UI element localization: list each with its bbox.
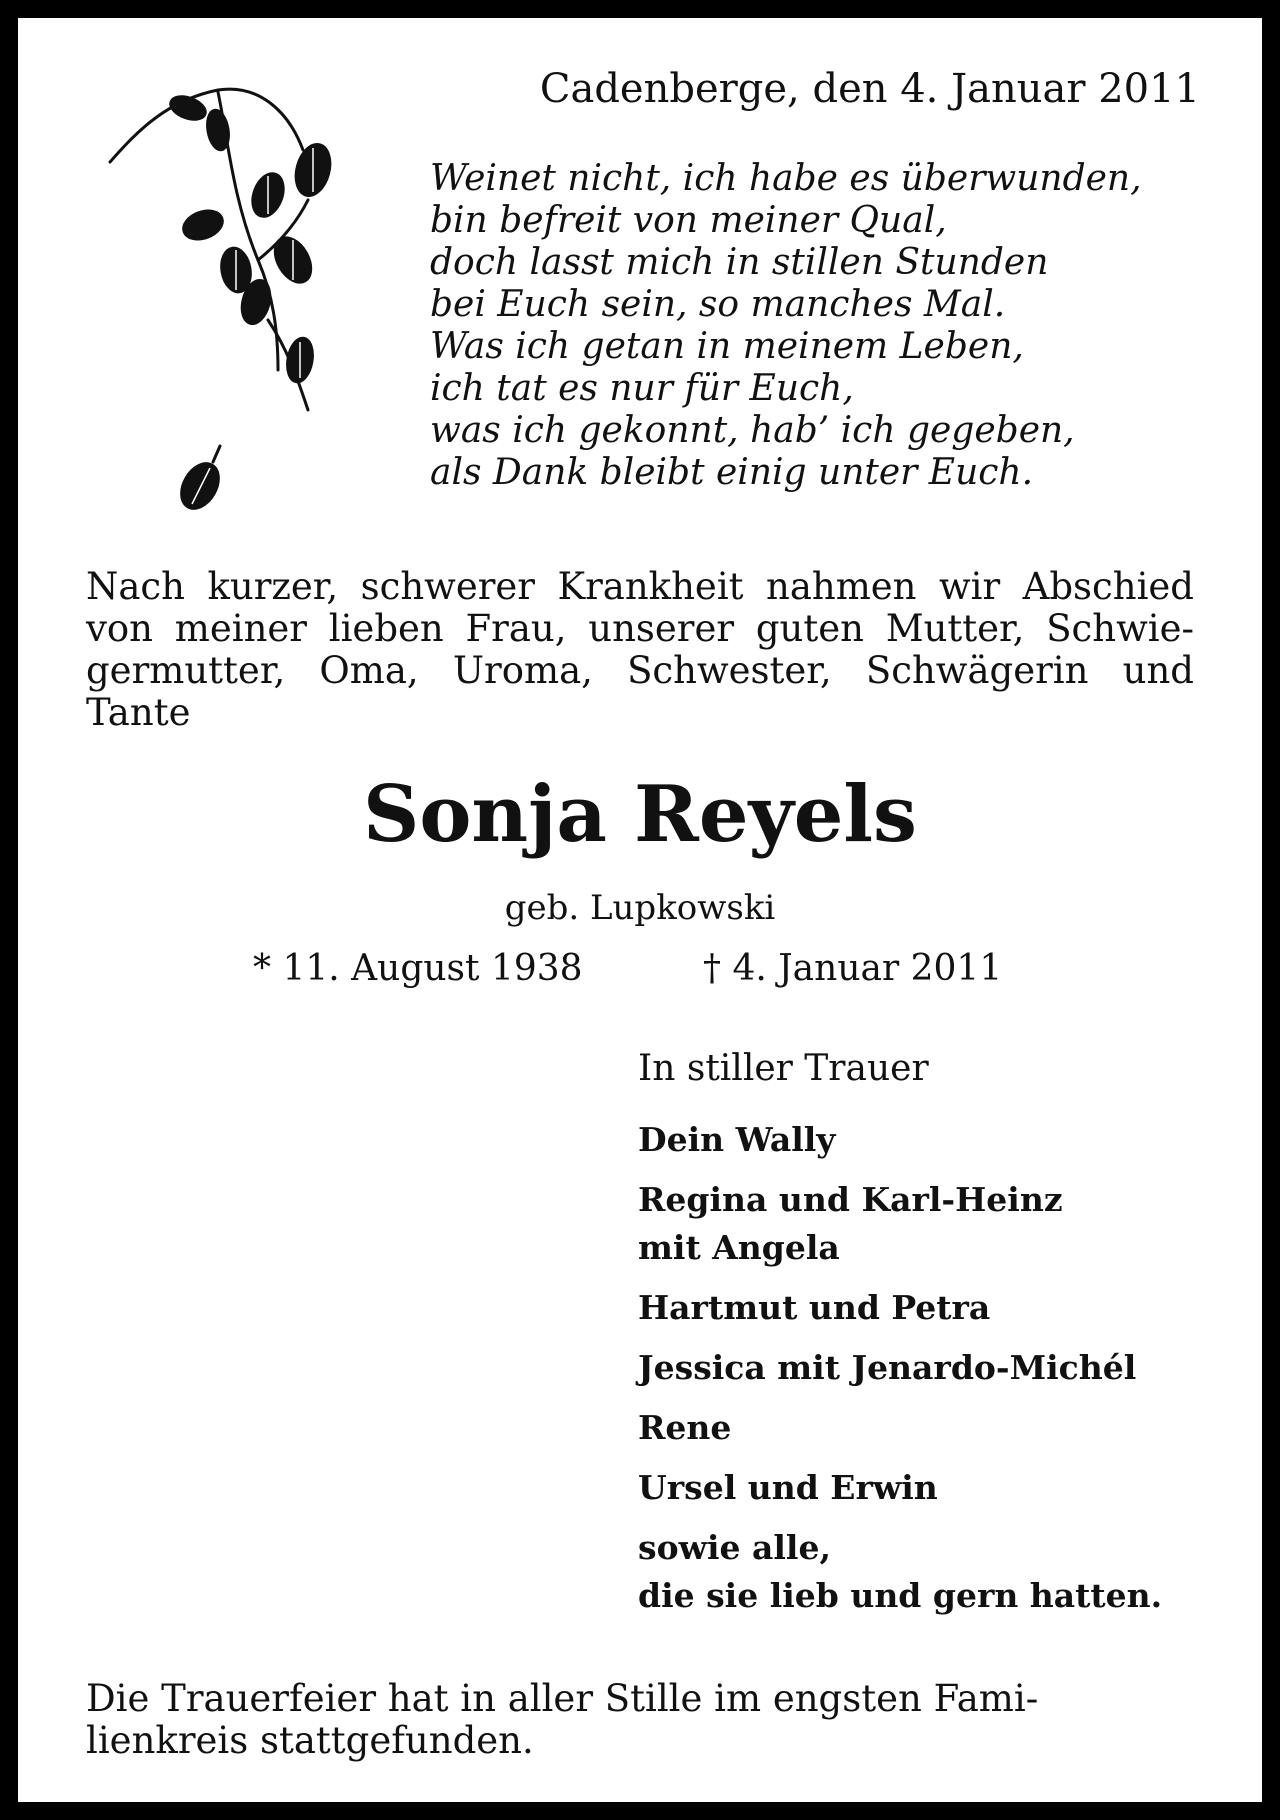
mourner-entry <box>638 1344 1162 1392</box>
mourner-line: Hartmut und Petra <box>638 1288 991 1327</box>
poem-line: ich tat es nur für Euch, <box>430 368 854 409</box>
mourners-list <box>638 1116 1162 1632</box>
footer-line: Die Trauerfeier hat in aller Stille im engsten Fami- <box>86 1677 1039 1720</box>
mourner-line: die sie lieb und gern hatten. <box>638 1576 1163 1615</box>
mourner-entry <box>638 1116 1162 1164</box>
mourner-line: Regina und Karl-Heinz <box>638 1180 1063 1219</box>
intro-line: Nach kurzer, schwerer Krankheit nahmen wir Abschied <box>86 565 1194 608</box>
deceased-name: Sonja Reyels <box>363 769 917 860</box>
mourner-entry <box>638 1524 1162 1620</box>
poem-line: Was ich getan in meinem Leben, <box>430 326 1024 367</box>
mourner-entry <box>638 1176 1162 1272</box>
intro-text <box>86 566 1194 734</box>
poem-line: als Dank bleibt einig unter Euch. <box>430 452 1034 493</box>
footer-text <box>86 1678 1038 1762</box>
maiden-name: geb. Lupkowski <box>504 888 776 928</box>
mourner-entry <box>638 1284 1162 1332</box>
intro-line: von meiner lieben Frau, unserer guten Mutter, Schwie- <box>86 607 1194 650</box>
obituary-notice <box>18 18 1262 1802</box>
mourner-line: Dein Wally <box>638 1120 836 1159</box>
poem-line: doch lasst mich in stillen Stunden <box>430 242 1049 283</box>
footer-line: lienkreis stattgefunden. <box>86 1719 534 1762</box>
mourner-line: mit Angela <box>638 1228 840 1267</box>
mourner-line: sowie alle, <box>638 1528 831 1567</box>
mourner-line: Rene <box>638 1408 732 1447</box>
intro-line: Tante <box>86 691 191 734</box>
mourning-heading: In stiller Trauer <box>638 1048 929 1089</box>
birth-date: * 11. August 1938 <box>253 948 583 989</box>
mourner-line: Ursel und Erwin <box>638 1468 938 1507</box>
mourner-entry <box>638 1464 1162 1512</box>
dateline: Cadenberge, den 4. Januar 2011 <box>539 66 1200 112</box>
poem-line: bei Euch sein, so manches Mal. <box>430 284 1006 325</box>
poem-line: was ich gekonnt, hab’ ich gegeben, <box>430 410 1075 451</box>
death-date: † 4. Januar 2011 <box>703 948 1003 989</box>
falling-leaf-icon <box>168 438 238 528</box>
mourner-entry <box>638 1404 1162 1452</box>
poem <box>430 158 1142 494</box>
poem-line: Weinet nicht, ich habe es überwunden, <box>430 158 1142 199</box>
mourner-line: Jessica mit Jenardo-Michél <box>638 1348 1137 1387</box>
intro-line: germutter, Oma, Uroma, Schwester, Schwägerin und <box>86 649 1194 692</box>
poem-line: bin befreit von meiner Qual, <box>430 200 947 241</box>
